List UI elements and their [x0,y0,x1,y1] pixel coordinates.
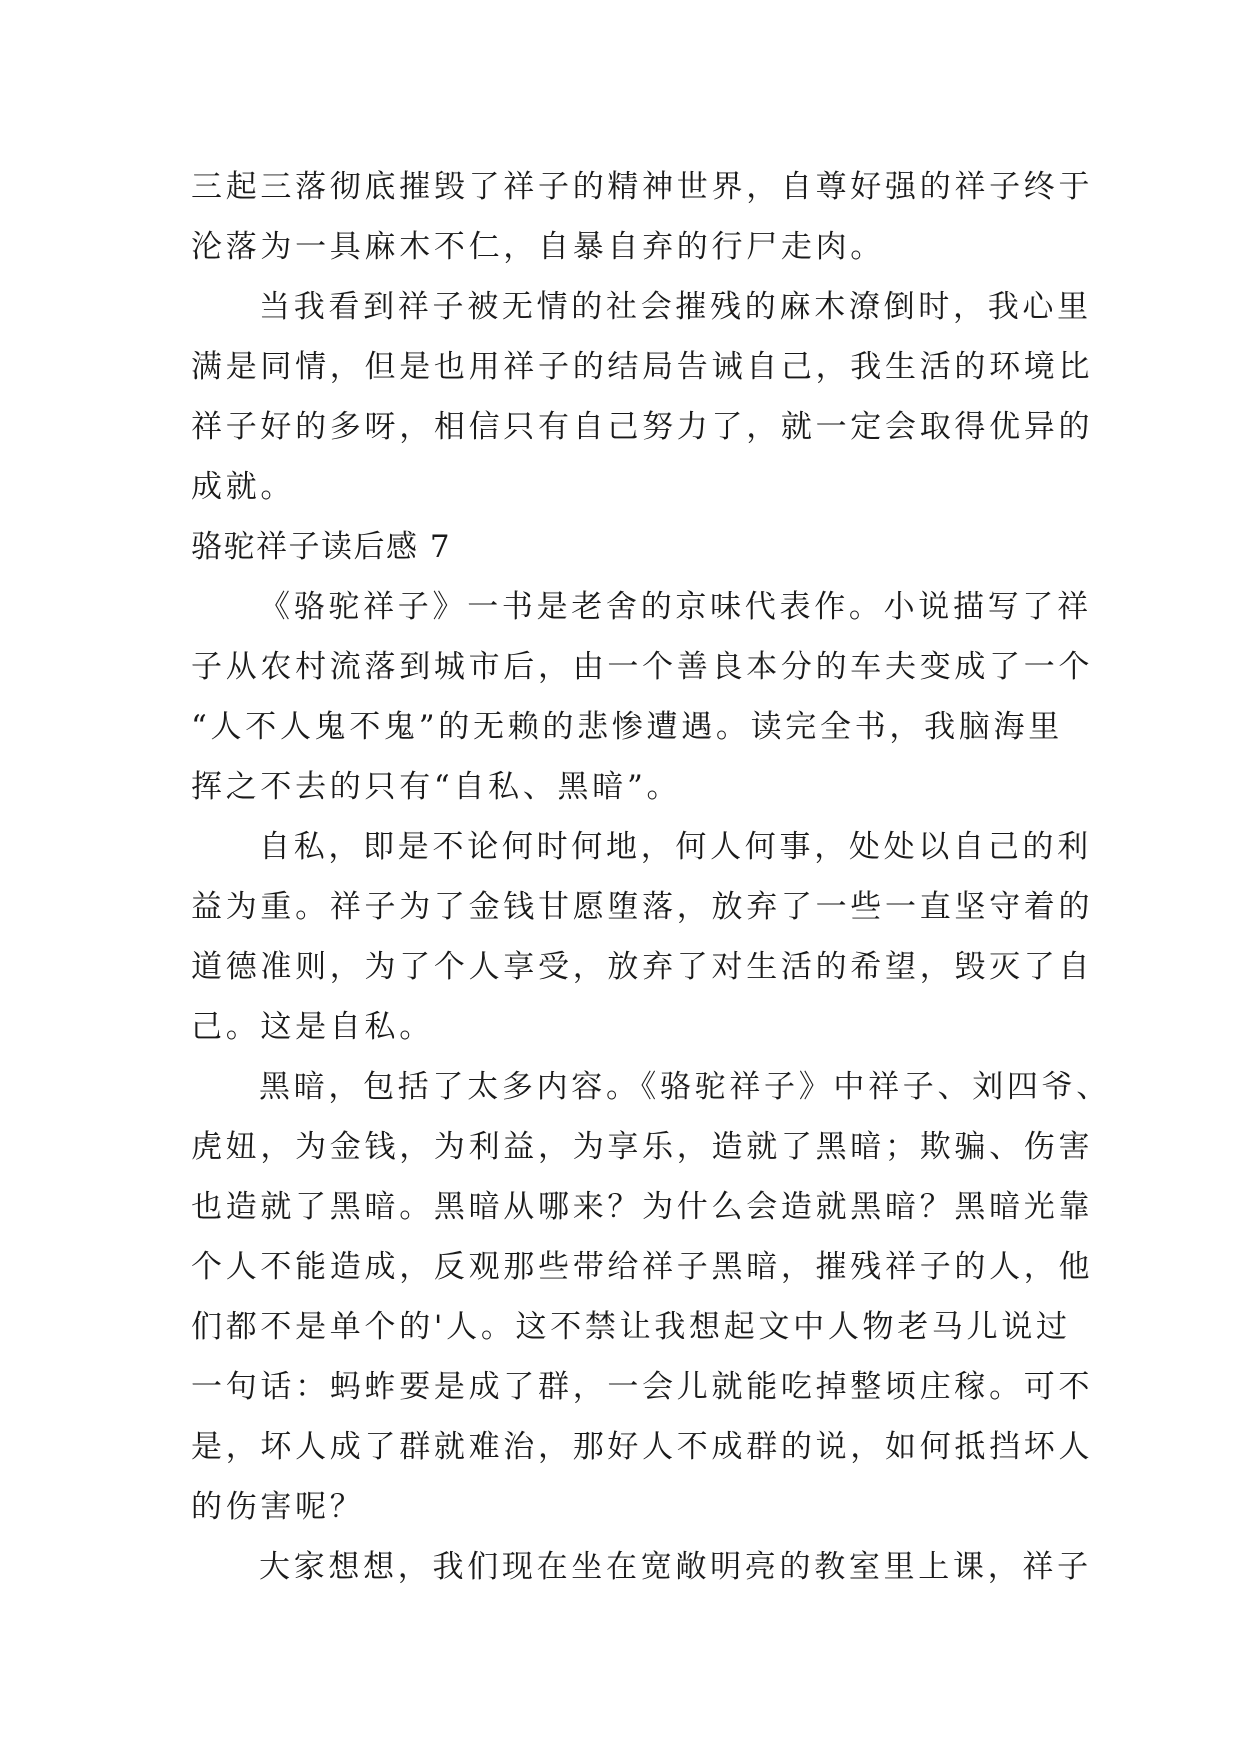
text-line: 益为重。祥子为了金钱甘愿堕落，放弃了一些一直坚守着的 [191,889,1094,925]
text-line: 们都不是单个的'人。这不禁让我想起文中人物老马儿说过 [191,1309,1071,1345]
text-line: 成就。 [191,469,296,505]
text-line: 个人不能造成，反观那些带给祥子黑暗，摧残祥子的人，他 [191,1249,1094,1285]
paragraph-start-line: 黑暗，包括了太多内容。《骆驼祥子》中祥子、刘四爷、 [259,1069,1111,1105]
text-line: 道德准则，为了个人享受，放弃了对生活的希望，毁灭了自 [191,949,1094,985]
text-line: 是，坏人成了群就难治，那好人不成群的说，如何抵挡坏人 [191,1429,1094,1465]
text-line: 沦落为一具麻木不仁，自暴自弃的行尸走肉。 [191,229,885,265]
text-line: 三起三落彻底摧毁了祥子的精神世界，自尊好强的祥子终于 [191,169,1094,205]
paragraph-start-line: 大家想想，我们现在坐在宽敞明亮的教室里上课，祥子 [259,1549,1092,1585]
text-line: 满是同情，但是也用祥子的结局告诫自己，我生活的环境比 [191,349,1094,385]
paragraph-start-line: 《骆驼祥子》一书是老舍的京味代表作。小说描写了祥 [259,589,1092,625]
text-line: “人不人鬼不鬼”的无赖的悲惨遭遇。读完全书，我脑海里 [191,709,1063,745]
text-line: 虎妞，为金钱，为利益，为享乐，造就了黑暗；欺骗、伤害 [191,1129,1094,1165]
text-line: 祥子好的多呀，相信只有自己努力了，就一定会取得优异的 [191,409,1094,445]
text-line: 的伤害呢？ [191,1489,365,1525]
paragraph-start-line: 当我看到祥子被无情的社会摧残的麻木潦倒时，我心里 [259,289,1092,325]
text-line: 也造就了黑暗。黑暗从哪来？为什么会造就黑暗？黑暗光靠 [191,1189,1094,1225]
text-line: 子从农村流落到城市后，由一个善良本分的车夫变成了一个 [191,649,1094,685]
text-line: 一句话：蚂蚱要是成了群，一会儿就能吃掉整顷庄稼。可不 [191,1369,1094,1405]
body-text [191,157,1111,1597]
paragraph-start-line: 自私，即是不论何时何地，何人何事，处处以自己的利 [259,829,1092,865]
text-line: 挥之不去的只有“自私、黑暗”。 [191,769,682,805]
text-line: 己。这是自私。 [191,1009,434,1045]
section-heading: 骆驼祥子读后感 7 [191,529,452,565]
